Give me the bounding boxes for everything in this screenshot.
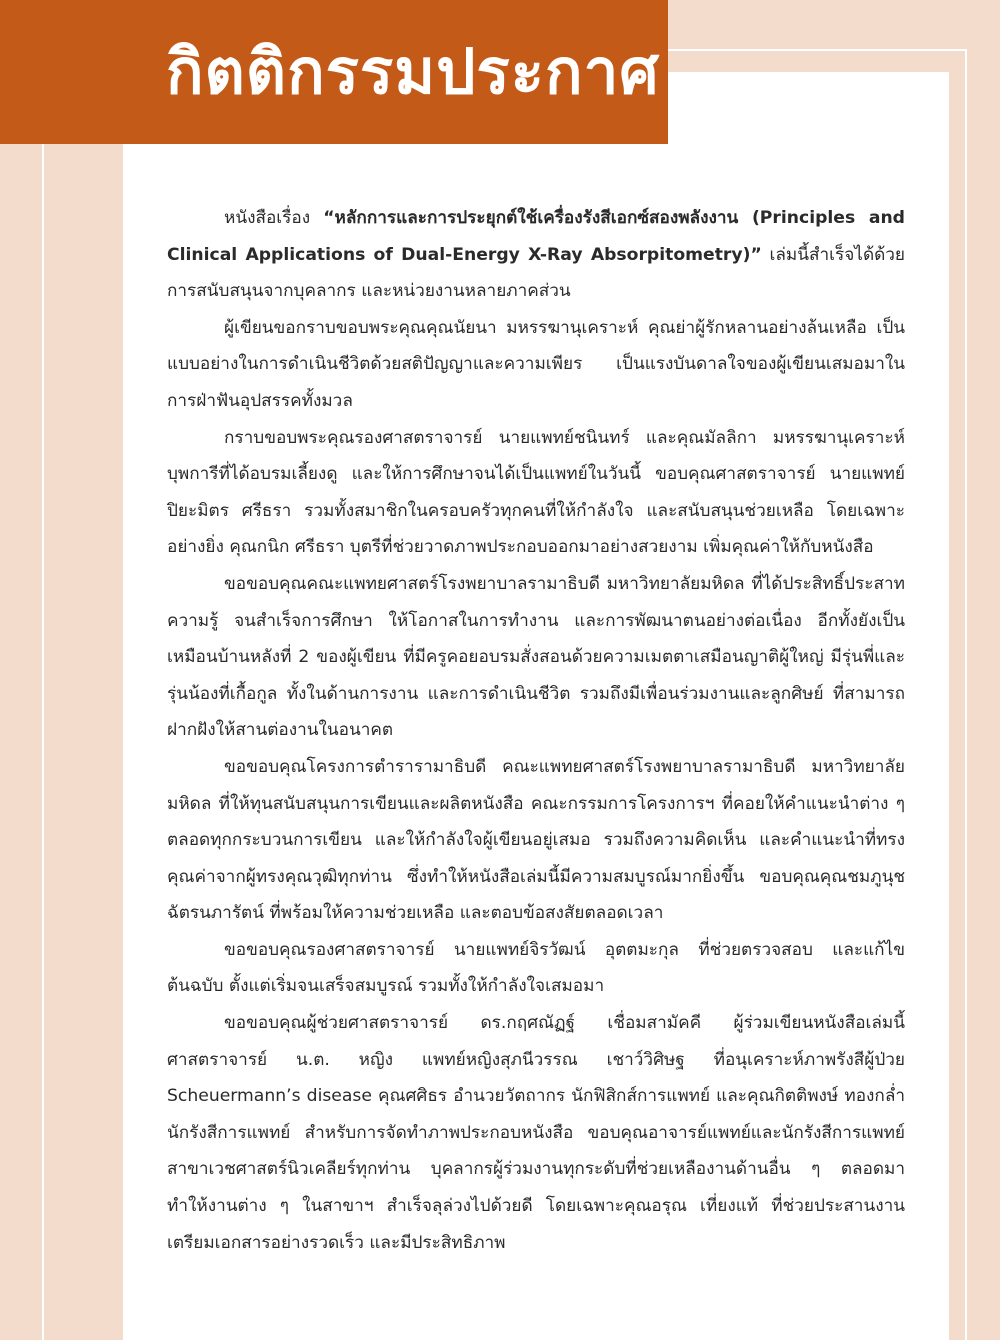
page-title: กิตติกรรมประกาศ [166,35,660,108]
intro-suffix: เล่มนี้สำเร็จได้ด้วยการสนับสนุนจากบุคลากร และหน่วยงานหลายภาคส่วน [167,244,905,302]
paragraph-project: ขอขอบคุณโครงการตำรารามาธิบดี คณะแพทยศาสตร์โรงพยาบาลรามาธิบดี มหาวิทยาลัยมหิดล ที่ให้ทุนสนับสนุนการเขียนและผลิตหนังสือ คณะกรรมการโครงการฯ ที่คอยให้คำแนะนำต่าง ๆ ตลอดทุกกระบวนการเขียน และให้กำลังใจผู้เขียนอยู่เสมอ รวมถึงความคิดเห็น และคำแนะนำที่ทรงคุณค่าจากผู้ทรงคุณวุฒิทุกท่าน ซึ่งทำให้หนังสือเล่มนี้มีความสมบูรณ์มากยิ่งขึ้น ขอบคุณคุณชมภูนุช ฉัตรนภารัตน์ ที่พร้อมให้ความช่วยเหลือ และตอบข้อสงสัยตลอดเวลา [167,756,905,924]
frame-line-right [965,49,967,1340]
frame-line-left [42,0,44,1340]
paragraph-reviewer: ขอขอบคุณรองศาสตราจารย์ นายแพทย์จิรวัฒน์ อุตตมะกุล ที่ช่วยตรวจสอบ และแก้ไขต้นฉบับ ตั้งแต่เริ่มจนเสร็จสมบูรณ์ รวมทั้งให้กำลังใจเสมอมา [167,939,905,997]
paragraph-parents: กราบขอบพระคุณรองศาสตราจารย์ นายแพทย์ชนินทร์ และคุณมัลลิกา มหรรฆานุเคราะห์ บุพการีที่ได้อบรมเลี้ยงดู และให้การศึกษาจนได้เป็นแพทย์ในวันนี้ ขอบคุณศาสตราจารย์ นายแพทย์ปิยะมิตร ศรีธรา รวมทั้งสมาชิกในครอบครัวทุกคนที่ให้กำลังใจ และสนับสนุนช่วยเหลือ โดยเฉพาะอย่างยิ่ง คุณกนิก ศรีธรา บุตรีที่ช่วยวาดภาพประกอบออกมาอย่างสวยงาม เพิ่มคุณค่าให้กับหนังสือ [167,427,905,558]
intro-prefix: หนังสือเรื่อง [224,208,324,228]
paragraph-grandmother: ผู้เขียนขอกราบขอบพระคุณคุณนัยนา มหรรฆานุเคราะห์ คุณย่าผู้รักหลานอย่างล้นเหลือ เป็นแบบอย่างในการดำเนินชีวิตด้วยสติปัญญาและความเพียร เป็นแรงบันดาลใจของผู้เขียนเสมอมาในการฝ่าฟันอุปสรรคทั้งมวล [167,317,905,411]
paragraph-intro [167,200,905,310]
paragraph-colleagues: ขอขอบคุณผู้ช่วยศาสตราจารย์ ดร.กฤศณัฏฐ์ เชื่อมสามัคคี ผู้ร่วมเขียนหนังสือเล่มนี้ ศาสตราจารย์ น.ต. หญิง แพทย์หญิงสุภนีวรรณ เชาว์วิศิษฐ ที่อนุเคราะห์ภาพรังสีผู้ป่วย Scheuermann’s disease คุณศศิธร อำนวยวัตถากร นักฟิสิกส์การแพทย์ และคุณกิตติพงษ์ ทองกล่ำ นักรังสีการแพทย์ สำหรับการจัดทำภาพประกอบหนังสือ ขอบคุณอาจารย์แพทย์และนักรังสีการแพทย์ สาขาเวชศาสตร์นิวเคลียร์ทุกท่าน บุคลากรผู้ร่วมงานทุกระดับที่ช่วยเหลืองานด้านอื่น ๆ ตลอดมา ทำให้งานต่าง ๆ ในสาขาฯ สำเร็จลุล่วงไปด้วยดี โดยเฉพาะคุณอรุณ เที่ยงแท้ ที่ช่วยประสานงาน เตรียมเอกสารอย่างรวดเร็ว และมีประสิทธิภาพ [167,1013,905,1253]
title-banner [0,0,668,144]
acknowledgement-body [167,200,905,1261]
paragraph-faculty: ขอขอบคุณคณะแพทยศาสตร์โรงพยาบาลรามาธิบดี มหาวิทยาลัยมหิดล ที่ได้ประสิทธิ์ประสาทความรู้ จนสำเร็จการศึกษา ให้โอกาสในการทำงาน และการพัฒนาตนอย่างต่อเนื่อง อีกทั้งยังเป็นเหมือนบ้านหลังที่ 2 ของผู้เขียน ที่มีครูคอยอบรมสั่งสอนด้วยความเมตตาเสมือนญาติผู้ใหญ่ มีรุ่นพี่และรุ่นน้องที่เกื้อกูล ทั้งในด้านการงาน และการดำเนินชีวิต รวมถึงมีเพื่อนร่วมงานและลูกศิษย์ ที่สามารถฝากฝังให้สานต่องานในอนาคต [167,573,905,741]
book-title: “หลักการและการประยุกต์ใช้เครื่องรังสีเอกซ์สองพลังงาน (Principles and Clinical Applications of Dual-Energy X-Ray Absorpitometry)” [167,208,905,265]
